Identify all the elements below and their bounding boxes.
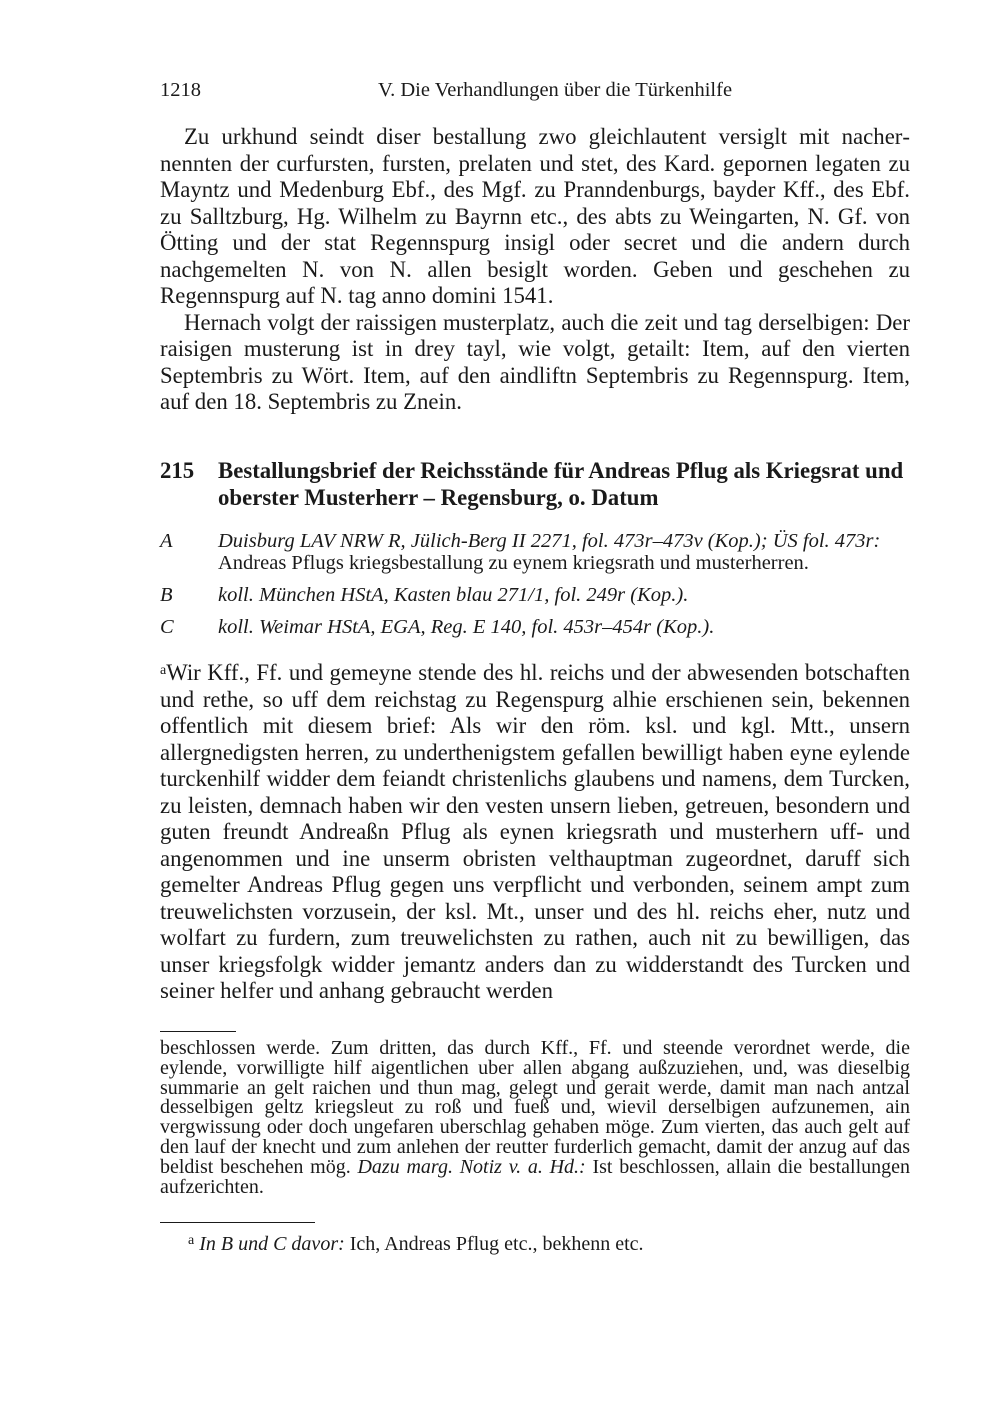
page-header [160, 79, 910, 107]
document-number: 215 [160, 458, 195, 483]
paragraph-main [160, 658, 910, 1005]
main-text-body: Wir Kff., Ff. und gemeyne stende des hl. reichs und der abwesenden botschaften und rethe, so uff dem reichstag zu Regenspurg alhie erschienen sein, bekennen offentlich mit diesem brief: Als wir den röm. ksl. und kgl. Mtt., unsern allergnedigsten herren, zu underthenigstem gefallen bewilligt haben eyne eylende turckenhilf widder dem feiandt christenlichs glaubens und namens, dem Turcken, zu leisten, demnach haben wir den vesten unsern lieben, getreuen, besondern und guten freundt Andreaßn Pflug als eynen kriegsrath und musterhern uff- und angenommen und ine unserm obristen velthauptman zugeordnet, daruff sich gemelter Andreas Pflug gegen uns verpflicht und verbonden, seinem ampt zum treuwelichsten vorzusein, der ksl. Mt., unser und des hl. reichs eher, nutz und wolfart zu furdern, zum treuwelichsten zu rathen, auch nit zu bewilligen, das unser kriegsfolgk widder jemantz anders dan zu widderstandt des Turcken und seiner helfer und anhang gebraucht werden [160, 660, 910, 1003]
apparatus-tail: Ist beschlossen, allain die bestallungen aufzerichten. [160, 1155, 911, 1198]
source-sigle: B [160, 584, 173, 606]
source-sigle: C [160, 616, 174, 638]
paragraph-musterplatz: Hernach volgt der raissigen musterplatz, auch die zeit und tag derselbigen: Der raisigen musterung ist in drey tayl, wie volgt, getailt: Item, auf den vierten Septembris zu Wört. Item, auf den aindliftn Septembris zu Regennspurg. Item, auf den 18. Septembris zu Znein. [160, 309, 910, 414]
footnote-text: Ich, Andreas Pflug etc., bekhenn etc. [349, 1233, 644, 1255]
page-number: 1218 [160, 79, 201, 101]
source-citation: koll. Weimar HStA, EGA, Reg. E 140, fol. 453r–454r (Kop.). [218, 616, 715, 638]
source-summary: Andreas Pflugs kriegsbestallung zu eynem kriegsrath und musterherren. [218, 552, 809, 574]
footnote [160, 1230, 910, 1255]
footnote-mark: a [188, 1233, 195, 1248]
source-c [160, 616, 910, 638]
running-head: V. Die Verhandlungen über die Türkenhilfe [377, 79, 733, 101]
main-text [160, 658, 910, 1005]
source-citation: Duisburg LAV NRW R, Jülich-Berg II 2271, fol. 473r–473v (Kop.); ÜS fol. 473r: [218, 530, 881, 552]
source-b [160, 584, 910, 606]
footnote-italic: In B und C davor: [199, 1233, 345, 1255]
footnote-mark: a [160, 663, 167, 678]
apparatus-text: beschlossen werde. Zum dritten, das durch Kff., Ff. und steende verordnet werde, die eylende, vorwilligte hilf aigentlichen uber allen abgang außzuziehen, und, was dieselbig summarie an gelt raichen und thun mag, gelegt und gerait werde, damit man nach antzal desselbigen geltz kriegsleut zu roß und fueß und, wievil derselbigen aufzunemen, ain vergwissung oder doch ungefaren uberschlag gehaben möge. Zum vierten, das auch gelt auf den lauf der knecht und zum anlehen der reutter furderlich gemacht, damit der anzug auf das beldist beschehen mög. [160, 1037, 910, 1178]
document-title: Bestallungsbrief der Reichsstände für Andreas Pflug als Kriegsrat und oberster Musterherr – Regensburg, o. Datum [218, 458, 904, 510]
source-sigle: A [160, 530, 173, 552]
apparatus-note [160, 1039, 910, 1197]
document-heading [160, 458, 910, 511]
source-a [160, 530, 910, 574]
paragraph-sealing: Zu urkhund seindt diser bestallung zwo gleichlautent versiglt mit nachernennten der curfursten, fursten, prelaten und stet, des Kard. gepornen legaten zu Mayntz und Medenburg Ebf., des Mgf. zu Pranndenburgs, bayder Kff., des Ebf. zu Salltzburg, Hg. Wilhelm zu Bayrnn etc., des abts zu Weingarten, N. Gf. von Ötting und der stat Regennspurg insigl oder secret und die andern durch nachgemelten N. von N. allen besiglt worden. Geben und geschehen zu Regennspurg auf N. tag anno domini 1541. [160, 124, 910, 308]
footnote-divider [160, 1222, 315, 1223]
source-list [160, 530, 910, 648]
apparatus-divider [160, 1031, 236, 1032]
preceding-text [160, 124, 910, 416]
apparatus-italic-note: Dazu marg. Notiz v. a. Hd.: [357, 1155, 586, 1178]
source-citation: koll. München HStA, Kasten blau 271/1, fol. 249r (Kop.). [218, 584, 689, 606]
